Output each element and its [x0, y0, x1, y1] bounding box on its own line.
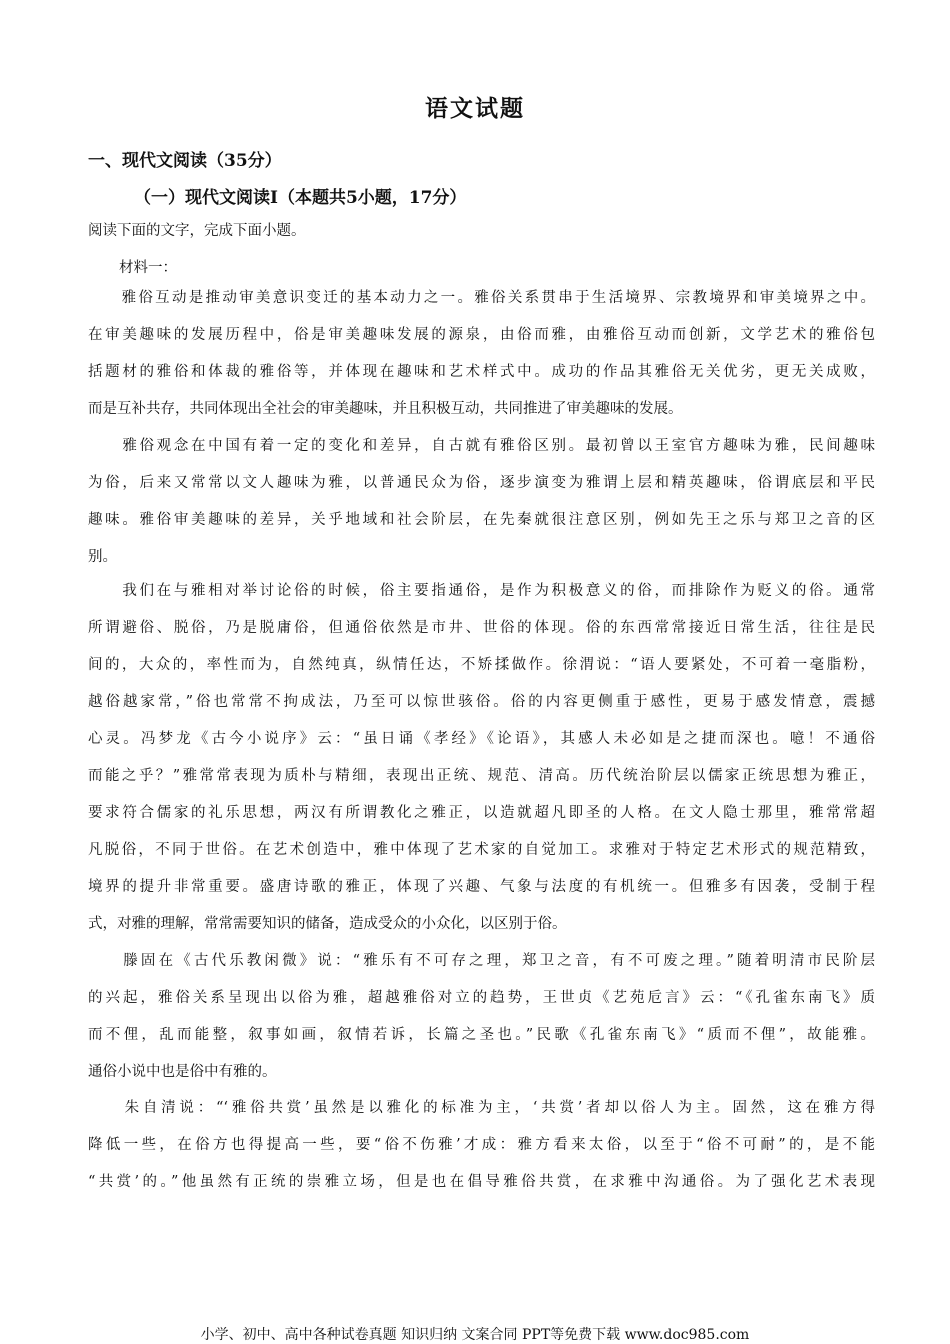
- footer-ad-text: 小学、初中、高中各种试卷真题 知识归纳 文案合同 PPT等免费下载 www.doc985.com: [200, 1327, 750, 1343]
- passage-line: “共赏’的。”他虽然有正统的崇雅立场，但是也在倡导雅俗共赏，在求雅中沟通俗。为了强化艺术表现: [88, 1174, 875, 1190]
- subsection-heading: （一）现代文阅读Ⅰ（本题共5小题，17分）: [134, 188, 467, 208]
- passage-line: 我们在与雅相对举讨论俗的时候，俗主要指通俗，是作为积极意义的俗，而排除作为贬义的俗。通常: [88, 583, 875, 599]
- instruction-text: 阅读下面的文字，完成下面小题。: [88, 223, 306, 239]
- section-heading: 一、现代文阅读（35分）: [88, 151, 282, 171]
- passage-line: 式，对雅的理解，常常需要知识的储备，造成受众的小众化，以区别于俗。: [88, 916, 567, 932]
- passage-line: 而是互补共存，共同体现出全社会的审美趣味，并且积极互动，共同推进了审美趣味的发展。: [88, 401, 683, 417]
- passage-line: 而能之乎？”雅常常表现为质朴与精细，表现出正统、规范、清高。历代统治阶层以儒家正统思想为雅正，: [88, 768, 875, 784]
- passage-line: 所谓避俗、脱俗，乃是脱庸俗，但通俗依然是市井、世俗的体现。俗的东西常常接近日常生活，往往是民: [88, 620, 875, 636]
- material-label: 材料一：: [119, 260, 177, 276]
- passage-line: 的兴起，雅俗关系呈现出以俗为雅，超越雅俗对立的趋势，王世贞《艺苑卮言》云：“《孔雀东南飞》质: [88, 990, 875, 1006]
- passage-line: 间的，大众的，率性而为，自然纯真，纵情任达，不矫揉做作。徐渭说：“语人要紧处，不可着一毫脂粉，: [88, 657, 875, 673]
- passage-line: 朱自清说：“‘雅俗共赏’虽然是以雅化的标准为主，‘共赏’者却以俗人为主。固然，这在雅方得: [88, 1100, 875, 1116]
- passage-line: 境界的提升非常重要。盛唐诗歌的雅正，体现了兴趣、气象与法度的有机统一。但雅多有因袭，受制于程: [88, 879, 875, 895]
- passage-line: 心灵。冯梦龙《古今小说序》云：“虽日诵《孝经》《论语》，其感人未必如是之捷而深也。噫！不通俗: [88, 731, 875, 747]
- passage-line: 雅俗观念在中国有着一定的变化和差异，自古就有雅俗区别。最初曾以王室官方趣味为雅，民间趣味: [88, 438, 875, 454]
- passage-line: 越俗越家常，”俗也常常不拘成法，乃至可以惊世骇俗。俗的内容更侧重于感性，更易于感发情意，震撼: [88, 694, 875, 710]
- passage-line: 要求符合儒家的礼乐思想，两汉有所谓教化之雅正，以造就超凡即圣的人格。在文人隐士那里，雅常常超: [88, 805, 875, 821]
- exam-title: 语文试题: [425, 95, 525, 122]
- passage-line: 凡脱俗，不同于世俗。在艺术创造中，雅中体现了艺术家的自觉加工。求雅对于特定艺术形式的规范精致，: [88, 842, 875, 858]
- passage-line: 趣味。雅俗审美趣味的差异，关乎地域和社会阶层，在先秦就很注意区别，例如先王之乐与郑卫之音的区: [88, 512, 875, 528]
- passage-line: 别。: [88, 549, 117, 565]
- passage-line: 通俗小说中也是俗中有雅的。: [88, 1064, 277, 1080]
- passage-line: 括题材的雅俗和体裁的雅俗等，并体现在趣味和艺术样式中。成功的作品其雅俗无关优劣，更无关成败，: [88, 364, 875, 380]
- passage-line: 滕固在《古代乐教闲微》说：“雅乐有不可存之理，郑卫之音，有不可废之理。”随着明清市民阶层: [88, 953, 875, 969]
- passage-line: 而不俚，乱而能整，叙事如画，叙情若诉，长篇之圣也。”民歌《孔雀东南飞》“质而不俚”，故能雅。: [88, 1027, 875, 1043]
- passage-line: 为俗，后来又常常以文人趣味为雅，以普通民众为俗，逐步演变为雅谓上层和精英趣味，俗谓底层和平民: [88, 475, 875, 491]
- passage-line: 在审美趣味的发展历程中，俗是审美趣味发展的源泉，由俗而雅，由雅俗互动而创新，文学艺术的雅俗包: [88, 327, 875, 343]
- passage-line: 雅俗互动是推动审美意识变迁的基本动力之一。雅俗关系贯串于生活境界、宗教境界和审美境界之中。: [88, 290, 875, 306]
- passage-line: 降低一些，在俗方也得提高一些，要“俗不伤雅’才成：雅方看来太俗，以至于“俗不可耐”的，是不能: [88, 1137, 875, 1153]
